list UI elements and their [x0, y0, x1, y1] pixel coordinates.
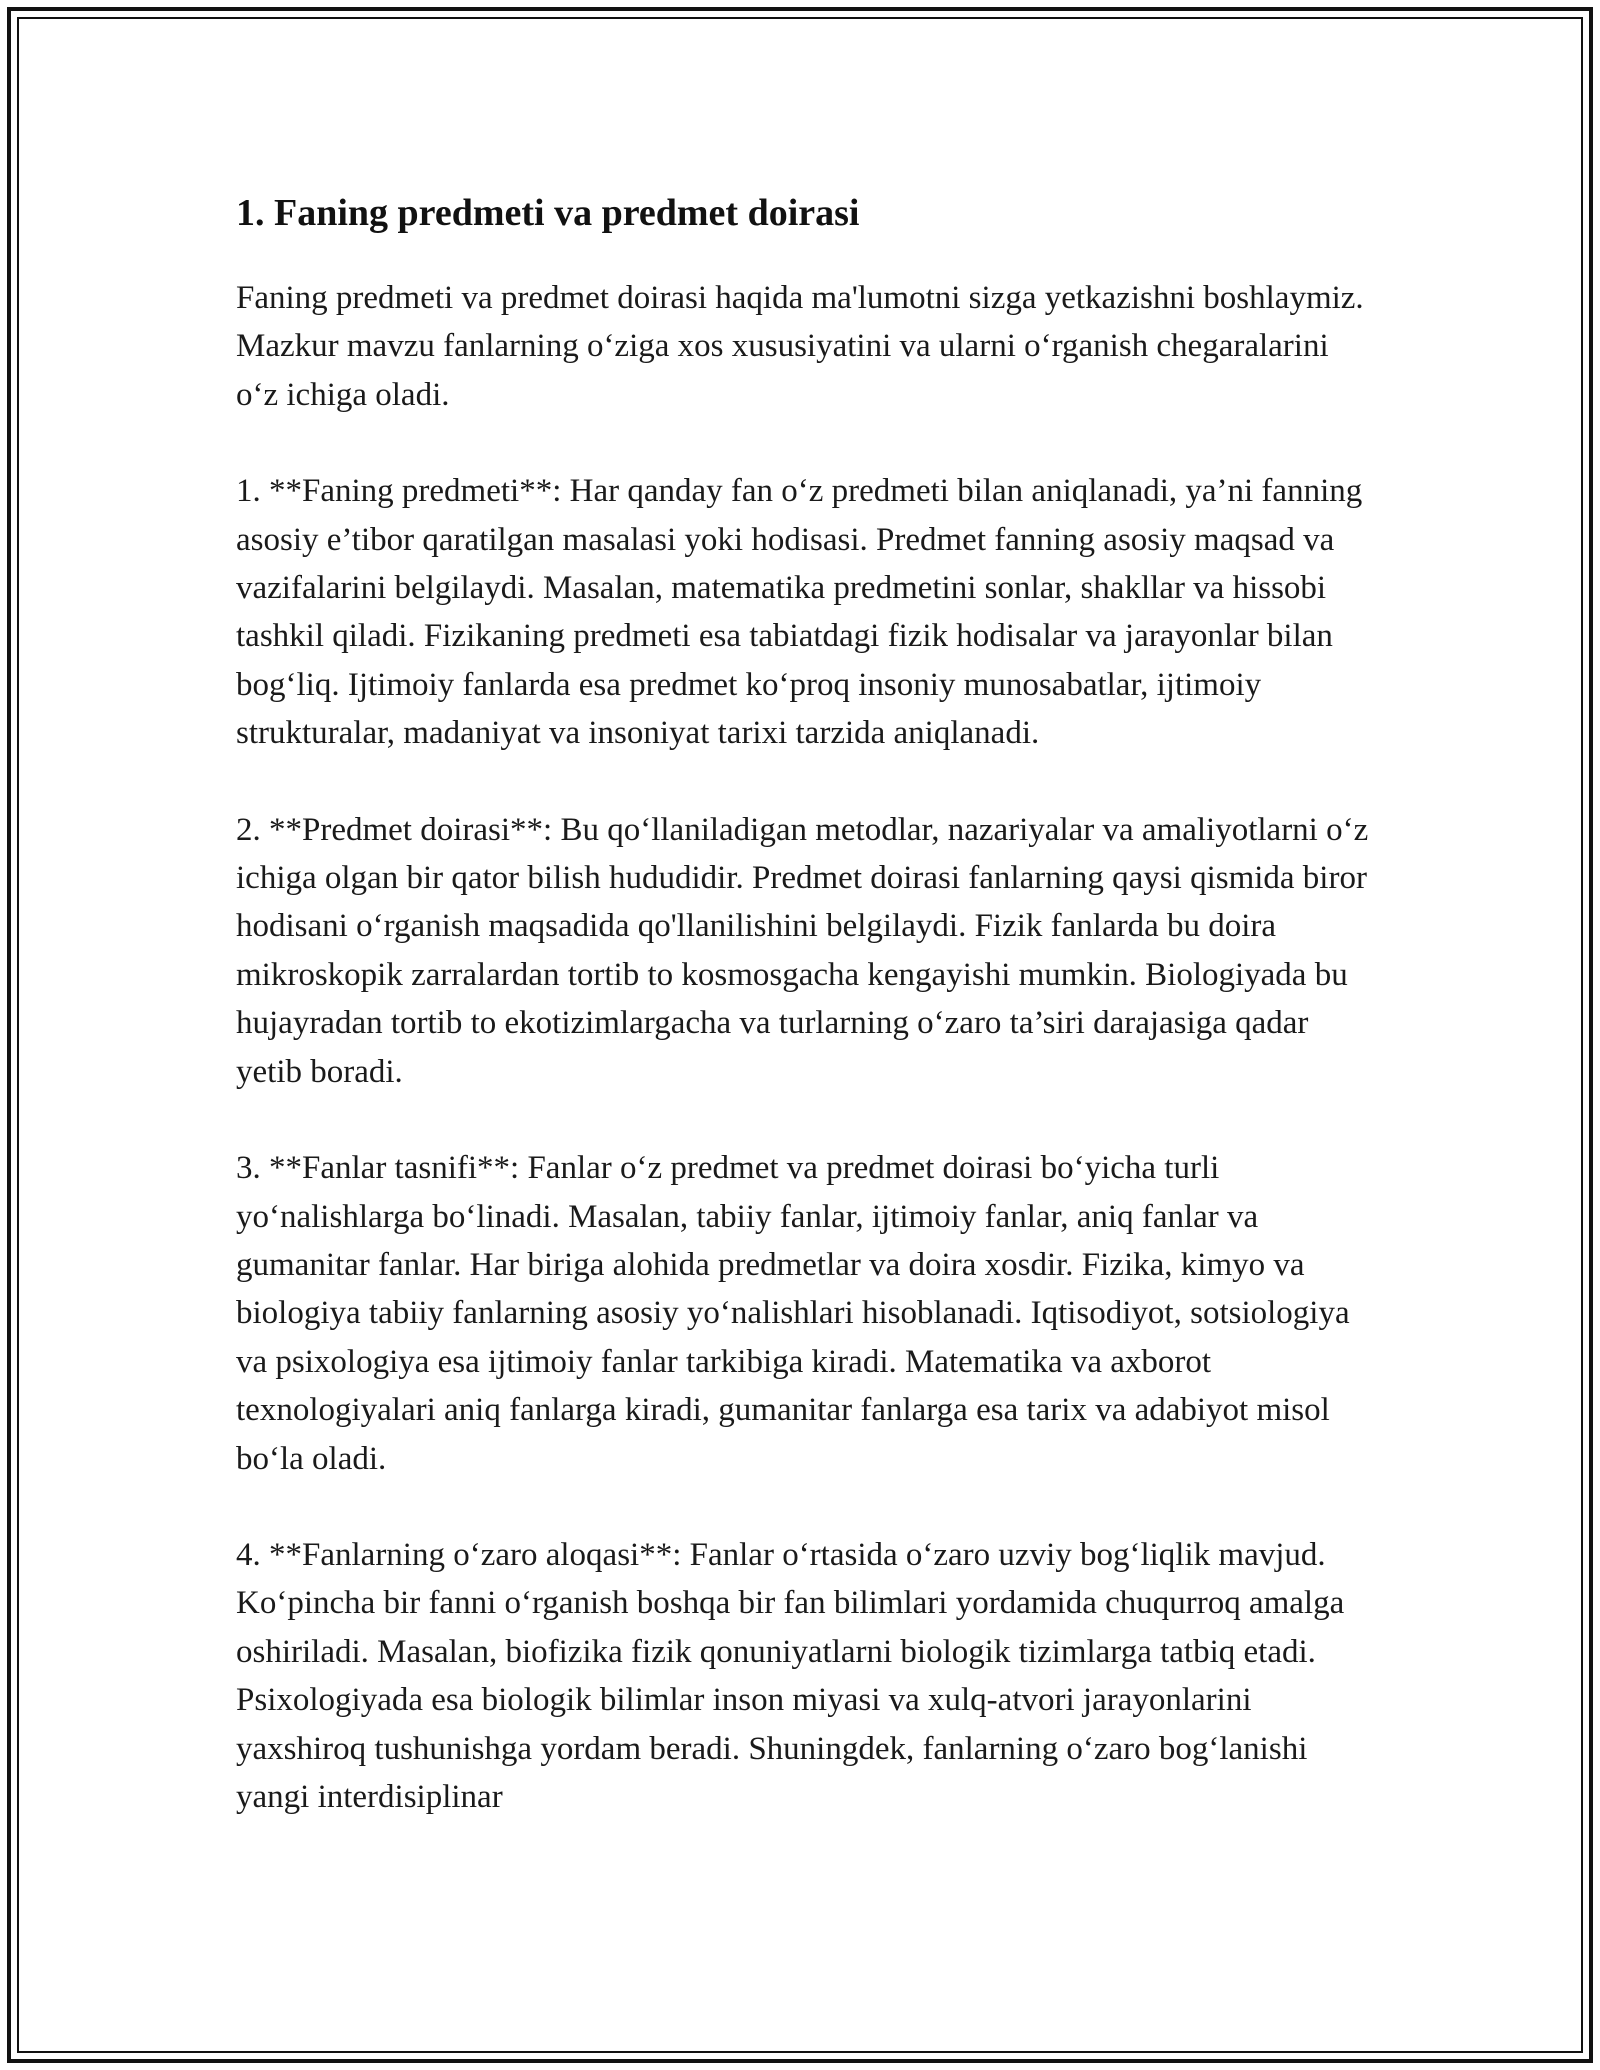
document-body: [236, 186, 1376, 1821]
paragraph-fanlar-tasnifi: 3. **Fanlar tasnifi**: Fanlar o‘z predmet va predmet doirasi bo‘yicha turli yo‘nalishlarga bo‘linadi. Masalan, tabiiy fanlar, ijtimoiy fanlar, aniq fanlar va gumanitar fanlar. Har biriga alohida predmetlar va doira xosdir. Fizika, kimyo va biologiya tabiiy fanlarning asosiy yo‘nalishlari hisoblanadi. Iqtisodiyot, sotsiologiya va psixologiya esa ijtimoiy fanlar tarkibiga kiradi. Matematika va axborot texnologiyalari aniq fanlarga kiradi, gumanitar fanlarga esa tarix va adabiyot misol bo‘la oladi.: [236, 1150, 1350, 1477]
paragraph-fanlarning-ozaro-aloqasi: 4. **Fanlarning o‘zaro aloqasi**: Fanlar o‘rtasida o‘zaro uzviy bog‘liqlik mavjud. Ko‘pincha bir fanni o‘rganish boshqa bir fan bilimlari yordamida chuqurroq amalga oshiriladi. Masalan, biofizika fizik qonuniyatlarni biologik tizimlarga tatbiq etadi. Psixologiyada esa biologik bilimlar inson miyasi va xulq-atvori jarayonlarini yaxshiroq tushunishga yordam beradi. Shuningdek, fanlarning o‘zaro bog‘lanishi yangi interdisiplinar: [236, 1536, 1345, 1815]
document-title: 1. Faning predmeti va predmet doirasi: [236, 192, 860, 234]
paragraph-predmet-doirasi: 2. **Predmet doirasi**: Bu qo‘llaniladigan metodlar, nazariyalar va amaliyotlarni o‘z ichiga olgan bir qator bilish hududidir. Predmet doirasi fanlarning qaysi qismida biror hodisani o‘rganish maqsadida qo'llanilishini belgilaydi. Fizik fanlarda bu doira mikroskopik zarralardan tortib to kosmosgacha kengayishi mumkin. Biologiyada bu hujayradan tortib to ekotizimlargacha va turlarning o‘zaro ta’siri darajasiga qadar yetib boradi.: [236, 811, 1369, 1090]
intro-paragraph: Faning predmeti va predmet doirasi haqida ma'lumotni sizga yetkazishni boshlaymiz. Mazkur mavzu fanlarning o‘ziga xos xususiyatini va ularni o‘rganish chegaralarini o‘z ichiga oladi.: [236, 280, 1364, 413]
paragraph-faning-predmeti: 1. **Faning predmeti**: Har qanday fan o‘z predmeti bilan aniqlanadi, ya’ni fanning asosiy e’tibor qaratilgan masalasi yoki hodisasi. Predmet fanning asosiy maqsad va vazifalarini belgilaydi. Masalan, matematika predmetini sonlar, shakllar va hissobi tashkil qiladi. Fizikaning predmeti esa tabiatdagi fizik hodisalar va jarayonlar bilan bog‘liq. Ijtimoiy fanlarda esa predmet ko‘proq insoniy munosabatlar, ijtimoiy strukturalar, madaniyat va insoniyat tarixi tarzida aniqlanadi.: [236, 473, 1363, 752]
